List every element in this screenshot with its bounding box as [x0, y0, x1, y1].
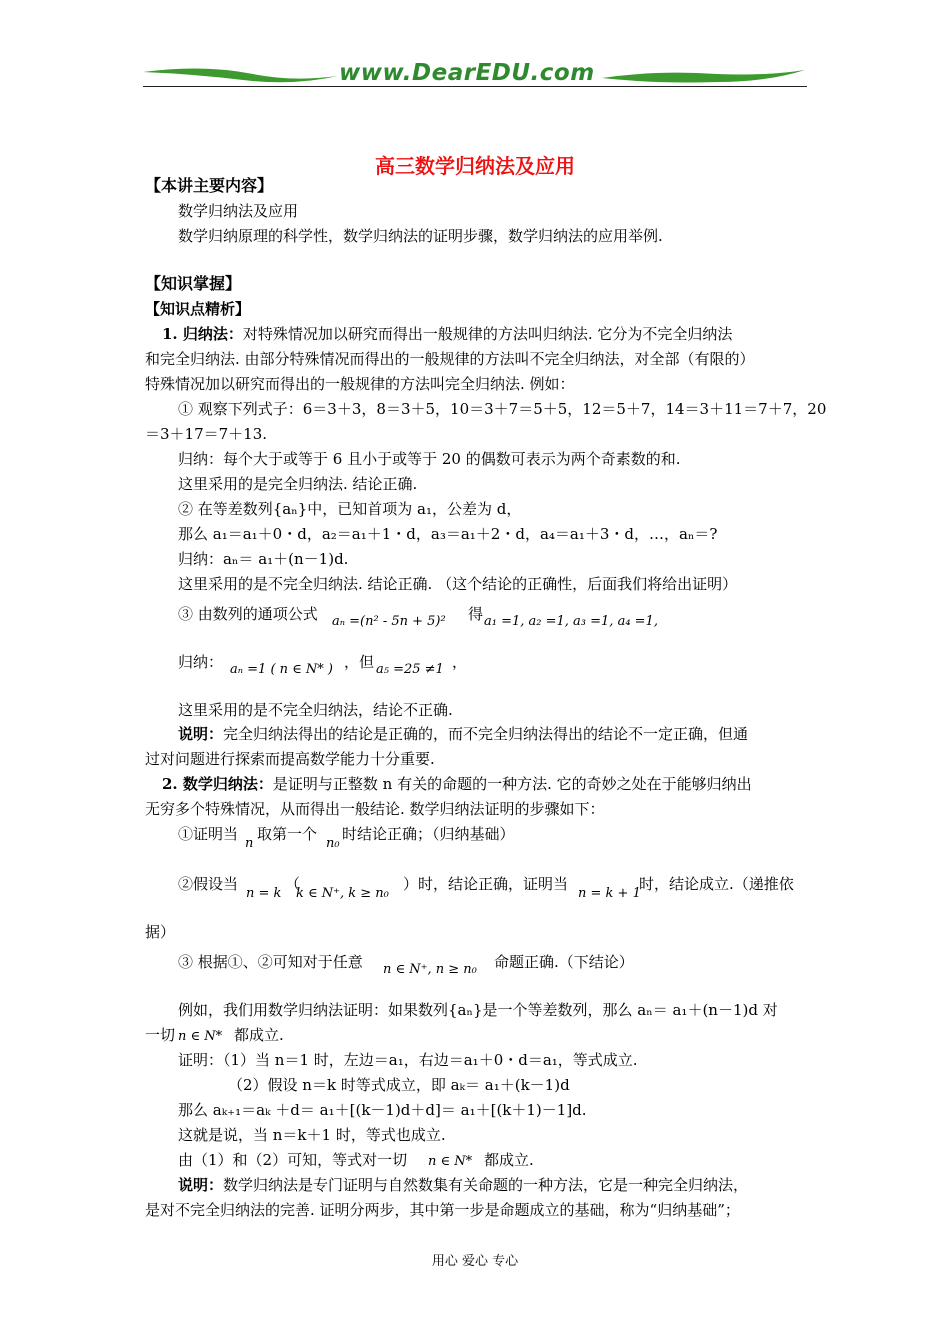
text: 数学归纳法是专门证明与自然数集有关命题的一种方法，它是一种完全归纳法， — [223, 1176, 749, 1194]
text: 都成立. — [484, 1151, 534, 1169]
example-line: ＝3＋17＝7＋13. — [145, 425, 268, 443]
formula: n = k + 1 — [578, 886, 641, 901]
example-line: 这里采用的是不完全归纳法，结论不正确. — [178, 701, 453, 719]
text: ，但 — [344, 653, 375, 671]
paragraph-induction — [162, 324, 732, 344]
section-heading-main-content: 【本讲主要内容】 — [145, 176, 274, 195]
example-line: 归纳：aₙ＝ a₁＋(n－1)d. — [178, 550, 349, 568]
proof-line: 那么 aₖ₊₁＝aₖ ＋d＝ a₁＋[(k－1)d＋d]＝ a₁＋[(k＋1)－1]d. — [178, 1101, 587, 1119]
formula: aₙ =(n² - 5n + 5)² — [332, 614, 446, 629]
text: （ — [285, 875, 301, 893]
text: 一切 — [145, 1026, 176, 1044]
text: 是证明与正整数 n 有关的命题的一种方法. 它的奇妙之处在于能够归纳出 — [272, 775, 752, 793]
formula: n₀ — [326, 836, 340, 851]
formula: n = k — [246, 886, 282, 901]
text: 完全归纳法得出的结论是正确的，而不完全归纳法得出的结论不一定正确，但通 — [223, 725, 749, 743]
example-line: 例如，我们用数学归纳法证明：如果数列{aₙ}是一个等差数列，那么 aₙ＝ a₁＋(n－1)d 对 — [178, 1001, 778, 1019]
term-label: 2. 数学归纳法： — [162, 775, 273, 793]
text: ②假设当 — [178, 875, 239, 893]
page-title: 高三数学归纳法及应用 — [375, 154, 575, 178]
note-label: 说明： — [178, 725, 224, 743]
text: 命题正确.（下结论） — [494, 953, 634, 971]
text: 归纳： — [178, 653, 224, 671]
text: ①证明当 — [178, 825, 239, 843]
subheading-knowledge-points: 【知识点精析】 — [145, 300, 251, 318]
example-line: 这里采用的是不完全归纳法. 结论正确. （这个结论的正确性，后面我们将给出证明） — [178, 575, 738, 593]
text-line: 特殊情况加以研究而得出的一般规律的方法叫完全归纳法. 例如： — [145, 375, 575, 393]
formula: n ∈ N* — [428, 1154, 473, 1169]
proof-line: （2）假设 n＝k 时等式成立，即 aₖ＝ a₁＋(k－1)d — [228, 1076, 570, 1094]
formula: n ∈ N⁺, n ≥ n₀ — [383, 962, 477, 977]
text: 都成立. — [234, 1026, 284, 1044]
paragraph-math-induction — [162, 774, 752, 794]
note-line — [178, 1175, 748, 1195]
formula: a₅ =25 ≠1 — [376, 662, 444, 677]
example-line: ② 在等差数列{aₙ}中，已知首项为 a₁，公差为 d， — [178, 500, 522, 518]
formula: n — [245, 836, 254, 851]
text: 对特殊情况加以研究而得出一般规律的方法叫归纳法. 它分为不完全归纳法 — [242, 325, 733, 343]
example-line: 那么 a₁＝a₁＋0・d，a₂＝a₁＋1・d，a₃＝a₁＋2・d，a₄＝a₁＋3・d，…，aₙ＝? — [178, 525, 718, 543]
example-line: ① 观察下列式子：6＝3＋3，8＝3＋5，10＝3＋7＝5＋5，12＝5＋7，14＝3＋11＝7＋7，20 — [178, 400, 827, 418]
text: ③ 根据①、②可知对于任意 — [178, 953, 363, 971]
text: 得 — [468, 605, 484, 623]
text: 时，结论成立.（递推依 — [639, 875, 794, 893]
text: 由（1）和（2）可知，等式对一切 — [178, 1151, 408, 1169]
text-line: 过对问题进行探索而提高数学能力十分重要. — [145, 750, 435, 768]
proof-line: 证明：（1）当 n＝1 时，左边＝a₁，右边＝a₁＋0・d＝a₁，等式成立. — [178, 1051, 638, 1069]
example-line: 这里采用的是完全归纳法. 结论正确. — [178, 475, 418, 493]
text: 据） — [145, 923, 176, 941]
text: ， — [452, 653, 468, 671]
right-swoosh-icon — [597, 62, 807, 92]
example-line — [178, 604, 318, 624]
example-line: 归纳：每个大于或等于 6 且小于或等于 20 的偶数可表示为两个奇素数的和. — [178, 450, 681, 468]
formula: a₁ =1, a₂ =1, a₃ =1, a₄ =1, — [484, 614, 658, 629]
content-line: 数学归纳原理的科学性，数学归纳法的证明步骤，数学归纳法的应用举例. — [178, 227, 663, 245]
left-swoosh-icon — [143, 62, 343, 92]
text: ）时，结论正确，证明当 — [403, 875, 569, 893]
header-rule — [143, 86, 807, 87]
proof-line: 这就是说，当 n＝k＋1 时，等式也成立. — [178, 1126, 446, 1144]
site-brand[interactable]: www.DearEDU.com — [339, 60, 595, 86]
text-line: 是对不完全归纳法的完善. 证明分两步，其中第一步是命题成立的基础，称为“归纳基础”； — [145, 1201, 740, 1219]
term-label: 1. 归纳法： — [162, 325, 243, 343]
text: 时结论正确；（归纳基础） — [342, 825, 515, 843]
formula: aₙ =1 ( n ∈ N* ) — [230, 662, 333, 677]
note-label: 说明： — [178, 1176, 224, 1194]
text: 取第一个 — [257, 825, 318, 843]
formula: n ∈ N* — [178, 1029, 223, 1044]
content-line: 数学归纳法及应用 — [178, 202, 299, 220]
page-header — [143, 62, 807, 92]
text: ③ 由数列的通项公式 — [178, 605, 318, 623]
note-line — [178, 724, 748, 744]
formula: k ∈ N⁺, k ≥ n₀ — [296, 886, 389, 901]
text-line: 无穷多个特殊情况，从而得出一般结论. 数学归纳法证明的步骤如下： — [145, 800, 605, 818]
text-line: 和完全归纳法. 由部分特殊情况而得出的一般规律的方法叫不完全归纳法，对全部（有限的） — [145, 350, 755, 368]
page-footer: 用心 爱心 专心 — [431, 1254, 519, 1269]
section-heading-knowledge: 【知识掌握】 — [145, 274, 242, 293]
